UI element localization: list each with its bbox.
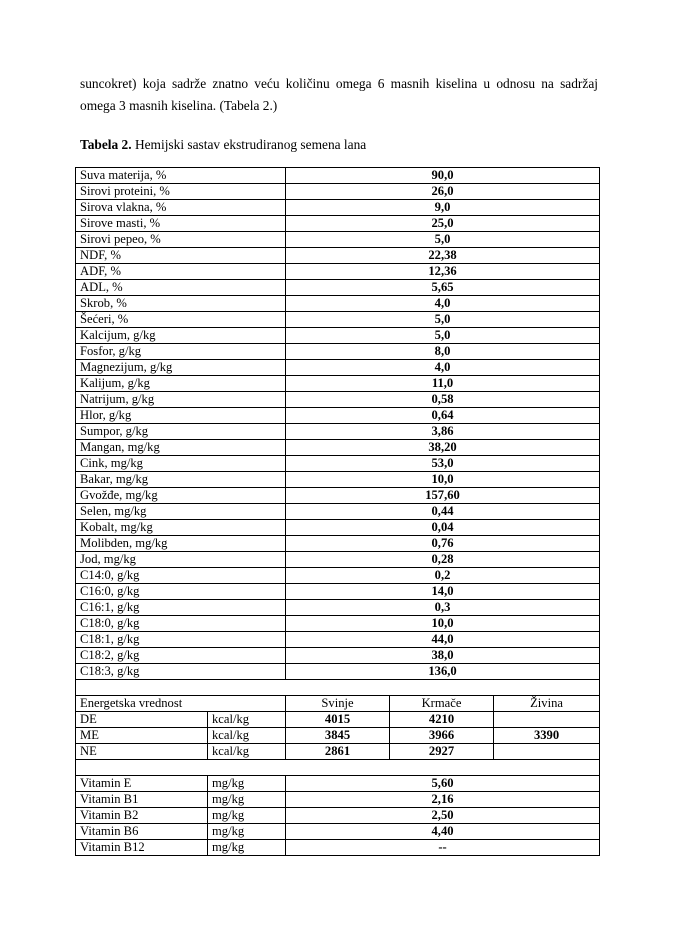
- nutrient-name: Mangan, mg/kg: [76, 440, 286, 456]
- composition-row: [76, 264, 600, 280]
- energy-unit: kcal/kg: [208, 728, 286, 744]
- nutrient-value: 26,0: [286, 184, 600, 200]
- composition-row: [76, 424, 600, 440]
- nutrient-value: 90,0: [286, 168, 600, 184]
- composition-row: [76, 536, 600, 552]
- nutrient-value: 44,0: [286, 632, 600, 648]
- nutrient-name: Gvožđe, mg/kg: [76, 488, 286, 504]
- energy-row: [76, 744, 600, 760]
- energy-row: [76, 728, 600, 744]
- nutrient-name: Sumpor, g/kg: [76, 424, 286, 440]
- nutrient-value: 0,04: [286, 520, 600, 536]
- composition-row: [76, 408, 600, 424]
- energy-zivina: 3390: [494, 728, 600, 744]
- nutrient-name: Molibden, mg/kg: [76, 536, 286, 552]
- composition-row: [76, 232, 600, 248]
- energy-krmace: 4210: [390, 712, 494, 728]
- spacer-row: [76, 760, 600, 776]
- energy-svinje: 2861: [286, 744, 390, 760]
- nutrient-value: 5,0: [286, 232, 600, 248]
- nutrient-value: 0,28: [286, 552, 600, 568]
- nutrient-value: 4,0: [286, 296, 600, 312]
- composition-row: [76, 440, 600, 456]
- nutrient-value: 0,2: [286, 568, 600, 584]
- nutrient-value: 5,0: [286, 312, 600, 328]
- vitamin-row: [76, 824, 600, 840]
- nutrient-name: Fosfor, g/kg: [76, 344, 286, 360]
- header-krmace: Krmače: [390, 696, 494, 712]
- paragraph-line-1: suncokret) koja sadrže znatno veću količinu omega 6 masnih kiselina u odnosu na sadržaj: [80, 76, 598, 91]
- nutrient-value: 10,0: [286, 472, 600, 488]
- vitamin-value: 2,16: [286, 792, 600, 808]
- composition-row: [76, 664, 600, 680]
- composition-row: [76, 312, 600, 328]
- composition-row: [76, 344, 600, 360]
- nutrient-name: C18:0, g/kg: [76, 616, 286, 632]
- energy-row: [76, 712, 600, 728]
- paragraph-line-2: omega 3 masnih kiselina. (Tabela 2.): [80, 98, 278, 113]
- nutrient-value: 5,65: [286, 280, 600, 296]
- energy-unit: kcal/kg: [208, 712, 286, 728]
- nutrient-name: Selen, mg/kg: [76, 504, 286, 520]
- nutrient-value: 22,38: [286, 248, 600, 264]
- vitamin-name: Vitamin E: [76, 776, 208, 792]
- nutrient-name: Sirova vlakna, %: [76, 200, 286, 216]
- composition-row: [76, 616, 600, 632]
- vitamin-value: 4,40: [286, 824, 600, 840]
- nutrient-value: 0,58: [286, 392, 600, 408]
- nutrient-name: C18:3, g/kg: [76, 664, 286, 680]
- vitamin-value: --: [286, 840, 600, 856]
- composition-row: [76, 168, 600, 184]
- vitamin-row: [76, 776, 600, 792]
- nutrient-name: Suva materija, %: [76, 168, 286, 184]
- composition-row: [76, 216, 600, 232]
- caption-label: Tabela 2.: [80, 137, 132, 152]
- header-svinje: Svinje: [286, 696, 390, 712]
- table-caption: [80, 137, 366, 153]
- nutrient-value: 9,0: [286, 200, 600, 216]
- nutrient-value: 157,60: [286, 488, 600, 504]
- nutrient-name: C14:0, g/kg: [76, 568, 286, 584]
- nutrient-value: 12,36: [286, 264, 600, 280]
- nutrient-value: 0,76: [286, 536, 600, 552]
- nutrient-name: Hlor, g/kg: [76, 408, 286, 424]
- nutrient-name: Skrob, %: [76, 296, 286, 312]
- composition-row: [76, 632, 600, 648]
- nutrient-name: Bakar, mg/kg: [76, 472, 286, 488]
- vitamin-row: [76, 808, 600, 824]
- vitamin-value: 5,60: [286, 776, 600, 792]
- nutrient-name: Kobalt, mg/kg: [76, 520, 286, 536]
- energy-krmace: 3966: [390, 728, 494, 744]
- composition-row: [76, 296, 600, 312]
- nutrient-name: Sirovi pepeo, %: [76, 232, 286, 248]
- energy-svinje: 4015: [286, 712, 390, 728]
- header-zivina: Živina: [494, 696, 600, 712]
- nutrient-name: Sirovi proteini, %: [76, 184, 286, 200]
- spacer-row: [76, 680, 600, 696]
- nutrient-value: 0,44: [286, 504, 600, 520]
- energy-svinje: 3845: [286, 728, 390, 744]
- nutrient-value: 4,0: [286, 360, 600, 376]
- nutrient-name: Sirove masti, %: [76, 216, 286, 232]
- energy-krmace: 2927: [390, 744, 494, 760]
- composition-row: [76, 392, 600, 408]
- composition-row: [76, 280, 600, 296]
- vitamin-row: [76, 840, 600, 856]
- vitamin-unit: mg/kg: [208, 792, 286, 808]
- table-body: [76, 168, 600, 856]
- nutrient-name: ADL, %: [76, 280, 286, 296]
- nutrient-value: 53,0: [286, 456, 600, 472]
- composition-row: [76, 328, 600, 344]
- composition-row: [76, 200, 600, 216]
- nutrient-value: 0,3: [286, 600, 600, 616]
- composition-row: [76, 584, 600, 600]
- nutrient-name: C16:0, g/kg: [76, 584, 286, 600]
- composition-row: [76, 648, 600, 664]
- composition-row: [76, 184, 600, 200]
- nutrient-name: Magnezijum, g/kg: [76, 360, 286, 376]
- composition-table: [75, 167, 600, 856]
- composition-row: [76, 248, 600, 264]
- composition-row: [76, 456, 600, 472]
- nutrient-name: C18:1, g/kg: [76, 632, 286, 648]
- vitamin-unit: mg/kg: [208, 840, 286, 856]
- nutrient-name: NDF, %: [76, 248, 286, 264]
- energy-unit: kcal/kg: [208, 744, 286, 760]
- caption-text: Hemijski sastav ekstrudiranog semena lana: [131, 137, 367, 152]
- composition-row: [76, 488, 600, 504]
- nutrient-name: Cink, mg/kg: [76, 456, 286, 472]
- nutrient-name: Jod, mg/kg: [76, 552, 286, 568]
- nutrient-value: 8,0: [286, 344, 600, 360]
- composition-row: [76, 472, 600, 488]
- nutrient-name: C16:1, g/kg: [76, 600, 286, 616]
- vitamin-unit: mg/kg: [208, 808, 286, 824]
- vitamin-name: Vitamin B1: [76, 792, 208, 808]
- vitamin-unit: mg/kg: [208, 776, 286, 792]
- composition-row: [76, 520, 600, 536]
- composition-row: [76, 568, 600, 584]
- vitamin-value: 2,50: [286, 808, 600, 824]
- composition-row: [76, 376, 600, 392]
- composition-row: [76, 504, 600, 520]
- composition-row: [76, 552, 600, 568]
- vitamin-name: Vitamin B6: [76, 824, 208, 840]
- intro-paragraph: [80, 73, 598, 117]
- nutrient-value: 38,0: [286, 648, 600, 664]
- nutrient-name: Kalijum, g/kg: [76, 376, 286, 392]
- vitamin-row: [76, 792, 600, 808]
- vitamin-name: Vitamin B2: [76, 808, 208, 824]
- nutrient-value: 38,20: [286, 440, 600, 456]
- nutrient-name: Kalcijum, g/kg: [76, 328, 286, 344]
- nutrient-name: C18:2, g/kg: [76, 648, 286, 664]
- nutrient-value: 11,0: [286, 376, 600, 392]
- nutrient-value: 14,0: [286, 584, 600, 600]
- energy-zivina: [494, 744, 600, 760]
- composition-row: [76, 600, 600, 616]
- nutrient-name: Natrijum, g/kg: [76, 392, 286, 408]
- nutrient-value: 0,64: [286, 408, 600, 424]
- vitamin-unit: mg/kg: [208, 824, 286, 840]
- energy-header-label: Energetska vrednost: [76, 696, 286, 712]
- nutrient-value: 3,86: [286, 424, 600, 440]
- nutrient-value: 25,0: [286, 216, 600, 232]
- nutrient-value: 10,0: [286, 616, 600, 632]
- nutrient-value: 136,0: [286, 664, 600, 680]
- composition-row: [76, 360, 600, 376]
- energy-name: ME: [76, 728, 208, 744]
- nutrient-value: 5,0: [286, 328, 600, 344]
- nutrient-name: ADF, %: [76, 264, 286, 280]
- energy-name: DE: [76, 712, 208, 728]
- energy-header-row: [76, 696, 600, 712]
- vitamin-name: Vitamin B12: [76, 840, 208, 856]
- energy-zivina: [494, 712, 600, 728]
- nutrient-name: Šećeri, %: [76, 312, 286, 328]
- energy-name: NE: [76, 744, 208, 760]
